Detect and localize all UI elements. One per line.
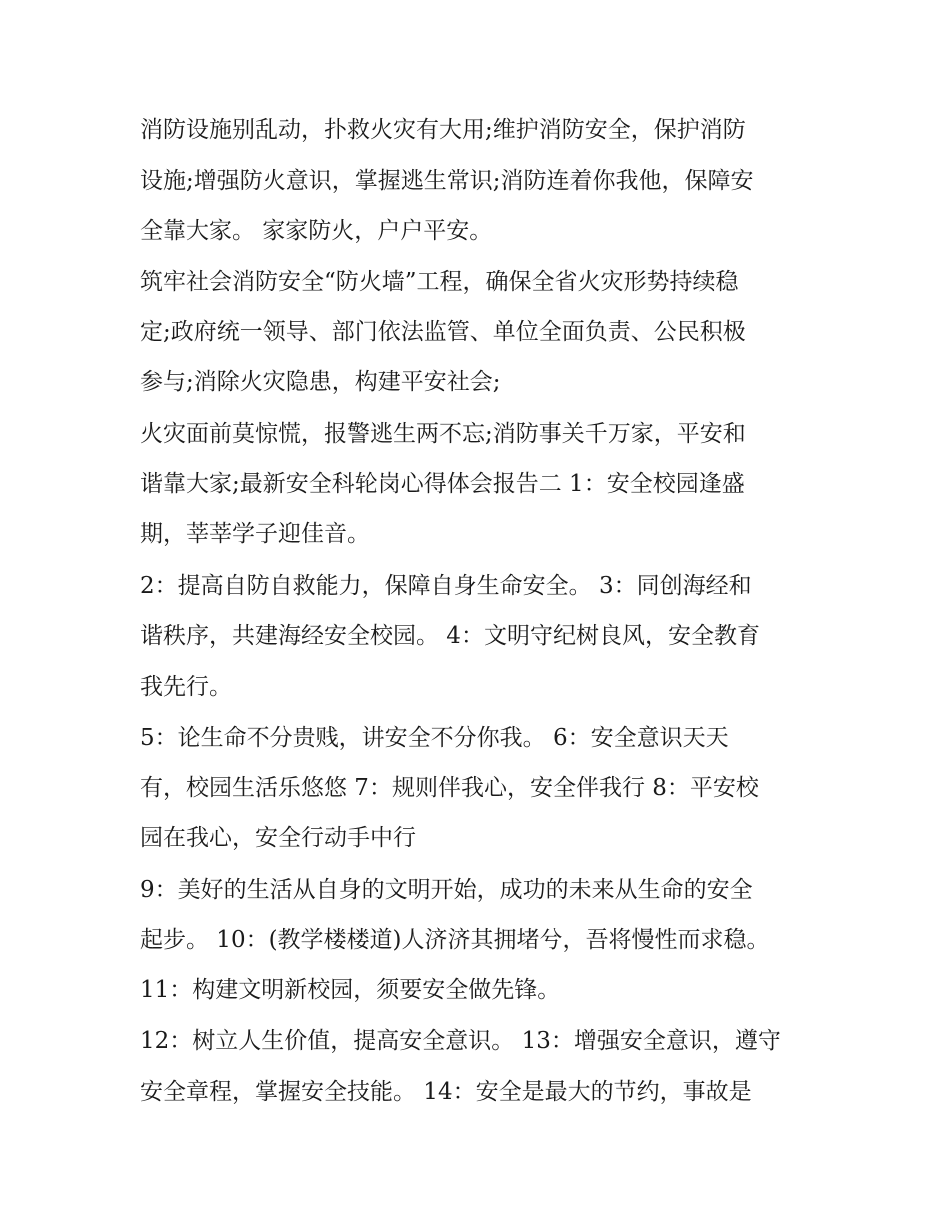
text-line: 定;政府统一领导、部门依法监管、单位全面负责、公民积极 — [140, 319, 746, 345]
text-line: 谐秩序，共建海经安全校园。 4：文明守纪树良风，安全教育 — [140, 623, 760, 649]
text-line: 起步。 10：(教学楼楼道)人济济其拥堵兮，吾将慢性而求稳。 — [140, 927, 770, 953]
text-line: 火灾面前莫惊慌，报警逃生两不忘;消防事关千万家，平安和 — [140, 421, 746, 447]
text-line: 11：构建文明新校园，须要安全做先锋。 — [140, 977, 561, 1003]
text-line: 园在我心，安全行动手中行 — [140, 825, 416, 851]
text-line: 期，莘莘学子迎佳音。 — [140, 521, 370, 547]
text-line: 我先行。 — [140, 674, 232, 700]
text-line: 全靠大家。 家家防火，户户平安。 — [140, 218, 493, 244]
text-line: 谐靠大家;最新安全科轮岗心得体会报告二 1：安全校园逢盛 — [140, 471, 745, 497]
text-line: 9：美好的生活从自身的文明开始，成功的未来从生命的安全 — [140, 877, 753, 903]
text-line: 12：树立人生价值，提高安全意识。 13：增强安全意识，遵守 — [140, 1028, 781, 1054]
text-line: 安全章程，掌握安全技能。 14：安全是最大的节约，事故是 — [140, 1079, 752, 1105]
text-line: 5：论生命不分贵贱，讲安全不分你我。 6：安全意识天天 — [140, 725, 729, 751]
text-line: 消防设施别乱动，扑救火灾有大用;维护消防安全，保护消防 — [140, 117, 746, 143]
text-line: 有，校园生活乐悠悠 7：规则伴我心，安全伴我行 8：平安校 — [140, 775, 759, 801]
text-line: 筑牢社会消防安全“防火墙”工程，确保全省火灾形势持续稳 — [140, 269, 739, 295]
text-line: 2：提高自防自救能力，保障自身生命安全。 3：同创海经和 — [140, 573, 752, 599]
text-line: 设施;增强防火意识，掌握逃生常识;消防连着你我他，保障安 — [140, 168, 754, 194]
text-line: 参与;消除火灾隐患，构建平安社会; — [140, 369, 501, 395]
